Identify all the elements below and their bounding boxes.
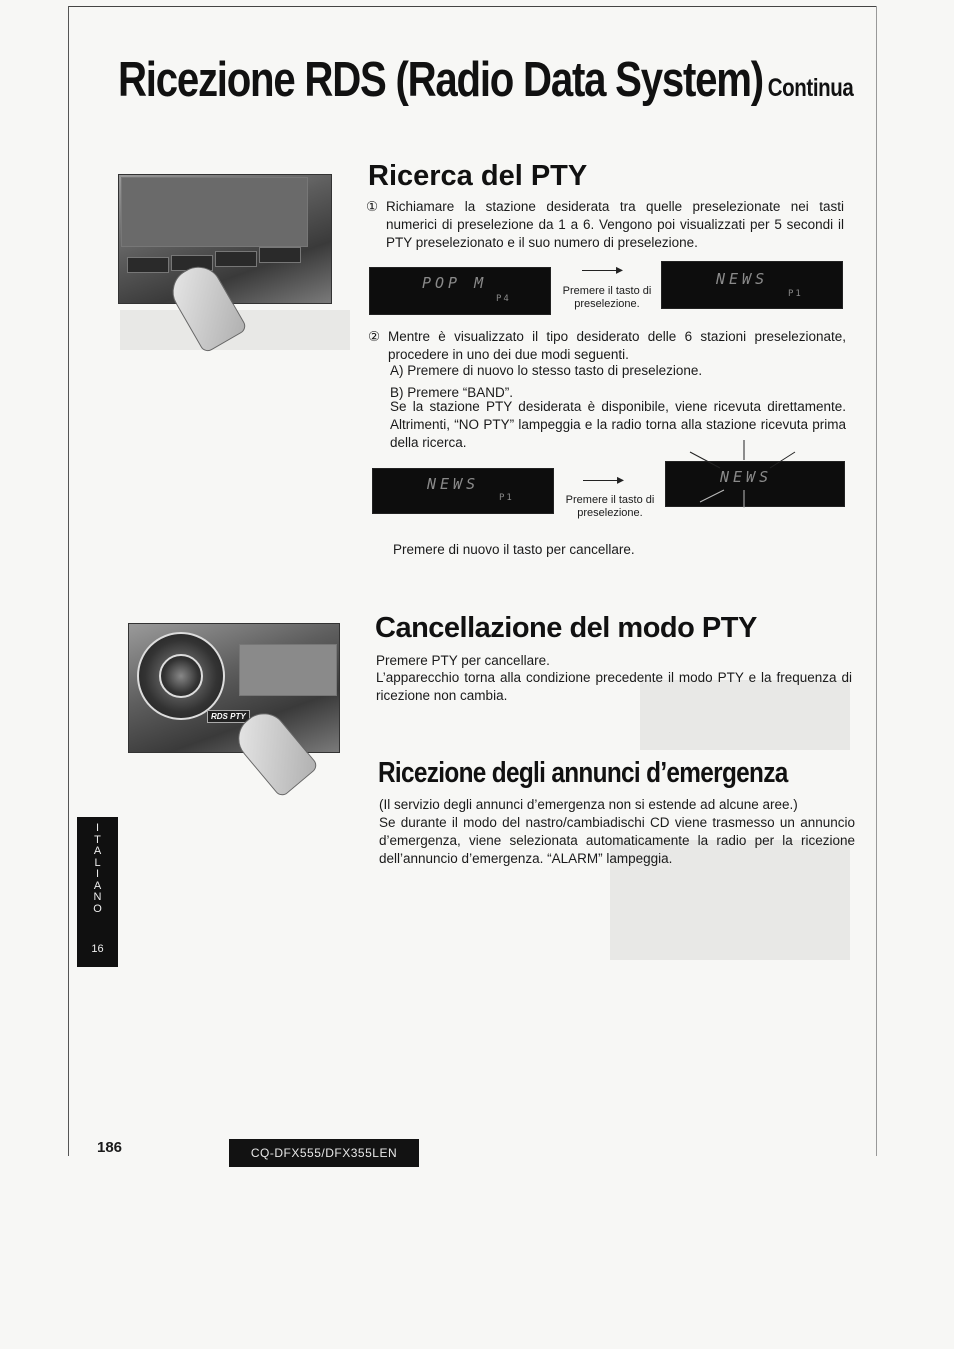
side-tab-letter: O [93,902,102,915]
side-tab-letter: N [93,891,102,903]
emergency-text: Se durante il modo del nastro/cambiadischi CD viene trasmesso un annuncio d’emergenza, viene selezionata automaticamente la radio per la ricezione dell’annuncio d’emergenza. “ALARM” lampeggia. [379,815,855,866]
model-number-badge: CQ-DFX555/DFX355LEN [229,1139,419,1167]
side-tab-letter: T [94,833,101,846]
blink-indicator-icon [680,440,830,510]
caption-press-preset: Premere il tasto di preselezione. [565,494,655,519]
radio-display-panel [121,177,308,247]
lcd-main-text: NEWS [427,475,480,493]
step-1-marker: ① [366,199,379,214]
cancel-note: Premere di nuovo il tasto per cancellare. [393,542,635,557]
side-tab-letter: L [94,856,101,869]
pty-button-photo [128,623,340,753]
step-2 [368,328,846,364]
preset-button [259,247,301,263]
side-tab-letter: A [93,879,102,892]
step-2-marker: ② [368,329,381,344]
step-1 [366,198,844,252]
continued-label: Continua [767,74,854,102]
step-2-option-b: B) Premere “BAND”. [390,385,514,400]
lcd-main-text: NEWS [716,270,769,288]
page-frame-top [68,6,876,7]
step-1-text: Richiamare la stazione desiderata tra quelle preselezionate nei tasti numerici di preselezione da 1 a 6. Vengono poi visualizzati per 5 secondi il PTY preselezionato e il suo numero di preselezione. [386,199,844,250]
lcd-main-text: POP M [422,274,488,292]
side-tab-letter: I [95,868,100,880]
radio-preset-photo [118,174,332,304]
page-title [118,52,853,108]
page-frame-left [68,6,69,1156]
page-title-text: Ricezione RDS (Radio Data System) [118,53,763,107]
section-heading-emergency: Ricezione degli annunci d’emergenza [378,757,788,789]
page-number: 186 [97,1139,123,1156]
emergency-note: (Il servizio degli annunci d’emergenza non si estende ad alcune aree.) [379,797,798,812]
cancel-line-1: Premere PTY per cancellare. [376,653,550,668]
step-2-note: Se la stazione PTY desiderata è disponibile, viene ricevuta direttamente. Altrimenti, “NO PTY” lampeggia e la radio torna alla stazione ricevuta prima della ricerca. [390,399,846,450]
step-2-option-a: A) Premere di nuovo lo stesso tasto di preselezione. [390,363,703,378]
side-tab-letters [77,823,118,915]
side-tab-page: 16 [91,943,104,955]
rds-pty-button-label: RDS PTY [207,710,250,723]
side-tab-letter: I [95,822,100,834]
cancel-line-2: L’apparecchio torna alla condizione precedente il modo PTY e la frequenza di ricezione non cambia. [376,670,852,703]
page-frame-right [876,6,877,1156]
lcd-preset-text: P1 [499,493,514,503]
lcd-display-news-p1 [372,468,554,514]
caption-press-preset: Premere il tasto di preselezione. [562,285,652,310]
preset-button [215,251,257,267]
volume-knob-center-icon [159,654,203,698]
language-side-tab [77,817,118,967]
side-tab-letter: A [93,845,102,857]
step-2-text: Mentre è visualizzato il tipo desiderato delle 6 stazioni preselezionate, procedere in uno dei due modi seguenti. [388,329,846,362]
lcd-preset-text: P4 [496,294,511,304]
section-heading-cancel: Cancellazione del modo PTY [375,612,757,644]
radio-faceplate [239,644,337,696]
lcd-display-pop [369,267,551,315]
lcd-preset-text: P1 [788,289,803,299]
lcd-display-news [661,261,843,309]
section-heading-pty-search: Ricerca del PTY [368,160,588,192]
lcd-main-text: NEWS [720,468,773,486]
preset-button [127,257,169,273]
